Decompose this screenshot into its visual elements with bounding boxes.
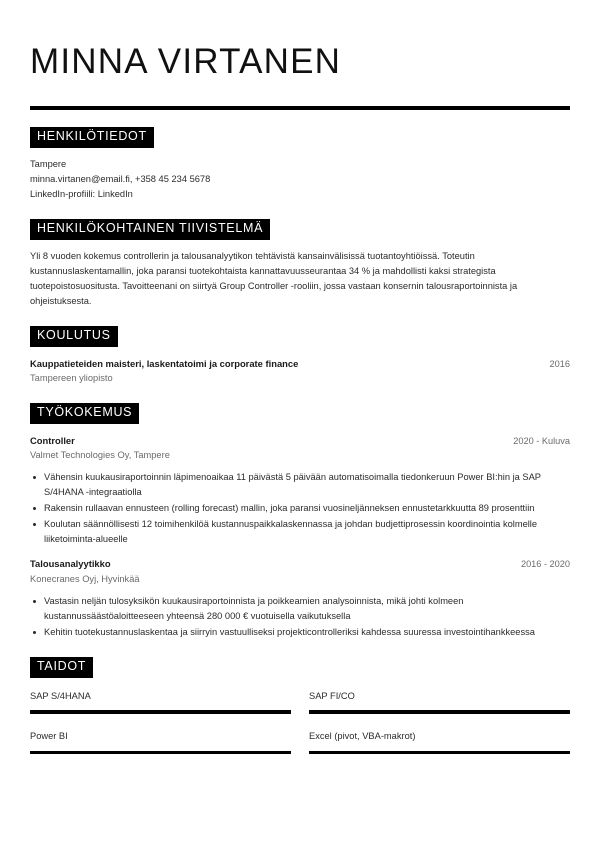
page-title: MINNA VIRTANEN (30, 42, 342, 81)
education-entry (30, 357, 570, 386)
experience-date: 2020 - Kuluva (513, 435, 570, 446)
skill-item (30, 690, 291, 714)
section-heading-experience: TYÖKOKEMUS (30, 403, 139, 424)
experience-entry (30, 557, 570, 639)
experience-job-title: Talousanalyytikko (30, 558, 111, 570)
education-date: 2016 (549, 358, 570, 369)
skill-item (309, 690, 570, 714)
experience-entry (30, 434, 570, 548)
experience-bullet: Rakensin rullaavan ennusteen (rolling forecast) mallin, joka paransi vuosineljänneksen ennustetarkkuutta 89 prosenttiin (30, 501, 570, 516)
section-education (30, 326, 570, 386)
skill-level-bar (309, 751, 570, 755)
experience-entry-header (30, 434, 570, 448)
skills-grid (30, 690, 570, 771)
experience-employer: Konecranes Oyj, Hyvinkää (30, 573, 140, 584)
section-heading-education: KOULUTUS (30, 326, 118, 347)
header-divider (30, 106, 570, 110)
contact-linkedin[interactable]: LinkedIn-profiili: LinkedIn (30, 189, 133, 200)
education-institution: Tampereen yliopisto (30, 373, 113, 384)
experience-entry-header (30, 557, 570, 571)
section-heading-summary: HENKILÖKOHTAINEN TIIVISTELMÄ (30, 219, 270, 240)
skill-item (30, 730, 291, 754)
experience-date: 2016 - 2020 (520, 559, 570, 570)
skill-label: SAP S/4HANA (30, 690, 91, 701)
contact-details (30, 157, 570, 202)
experience-bullet: Kehitin tuotekustannuslaskentaa ja siirryin vastuulliseksi projekticontrolleriksi kahdessa suuressa investointihankkeessa (30, 625, 570, 640)
summary-text: Yli 8 vuoden kokemus controllerin ja talousanalyytikon tehtävistä kansainvälisissä tuotantoyhtiöissä. Toteutin kustannuslaskentamallin, joka paransi tuotekohtaista kannattavuusseurantaa 34 % ja mahdollisti kaksi strategista tuotepoistosuositusta. Tavoitteenani on siirtyä Group Controller -rooliin, jossa vastaan konsernin talousraportoinnista ja ohjeistuksesta. (30, 250, 518, 307)
experience-bullet: Koulutan säännöllisesti 12 toimihenkilöä kustannuspaikkalaskennassa ja johdan budjettiprosessin koordinointia kolmelle liiketoiminta-alueelle (30, 517, 570, 547)
section-experience (30, 403, 570, 640)
skill-label: SAP FI/CO (309, 690, 355, 701)
contact-location: Tampere (30, 159, 67, 169)
experience-bullet-list (30, 594, 570, 640)
skill-level-bar (30, 710, 291, 714)
skill-label: Excel (pivot, VBA-makrot) (309, 730, 416, 741)
experience-bullet-list (30, 470, 570, 547)
experience-bullet: Vastasin neljän tulosyksikön kuukausiraportoinnista ja poikkeamien analysoinnista, mikä johti kolmeen kustannussäästöaloitteeseen yhteensä 280 000 € vuotuisella vaikutuksella (30, 594, 570, 624)
experience-employer: Valmet Technologies Oy, Tampere (30, 450, 170, 461)
skill-item (309, 730, 570, 754)
section-skills (30, 657, 570, 771)
education-entry-header (30, 357, 570, 371)
section-heading-contact: HENKILÖTIEDOT (30, 127, 154, 148)
section-summary (30, 219, 570, 309)
skill-level-bar (309, 710, 570, 714)
experience-job-title: Controller (30, 434, 75, 446)
skill-level-bar (30, 751, 291, 755)
section-contact (30, 127, 570, 202)
section-heading-skills: TAIDOT (30, 657, 93, 678)
contact-email-phone[interactable]: minna.virtanen@email.fi, +358 45 234 5678 (30, 174, 211, 185)
skill-label: Power BI (30, 730, 68, 741)
education-degree: Kauppatieteiden maisteri, laskentatoimi ja corporate finance (30, 357, 299, 369)
experience-bullet: Vähensin kuukausiraportoinnin läpimenoaikaa 11 päivästä 5 päivään automatisoimalla tiedonkeruun Power BI:hin ja SAP S/4HANA -integraatiolla (30, 470, 570, 500)
